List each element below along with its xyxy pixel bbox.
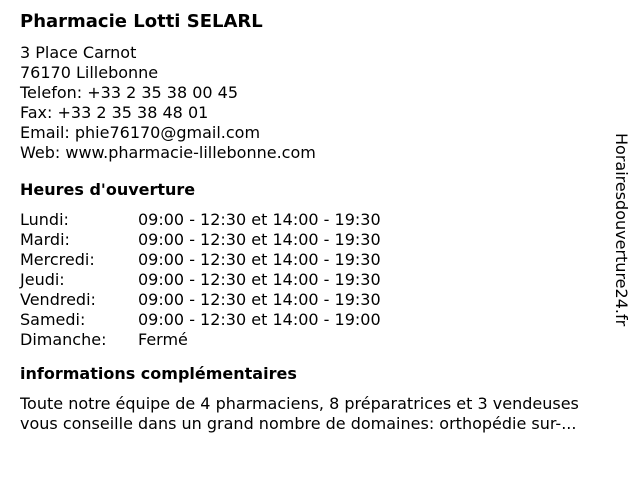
- time-value: 09:00 - 12:30 et 14:00 - 19:00: [138, 310, 381, 329]
- day-label: Lundi:: [20, 210, 69, 229]
- watermark-text: Horairesdouverture24.fr: [612, 133, 631, 327]
- fax-line: Fax: +33 2 35 38 48 01: [20, 103, 209, 122]
- time-value: 09:00 - 12:30 et 14:00 - 19:30: [138, 210, 381, 229]
- time-value: 09:00 - 12:30 et 14:00 - 19:30: [138, 250, 381, 269]
- business-card: [20, 10, 620, 434]
- hours-title: Heures d'ouverture: [20, 180, 196, 199]
- email-line: Email: phie76170@gmail.com: [20, 123, 261, 142]
- hours-row-tuesday: [20, 230, 620, 250]
- time-value: 09:00 - 12:30 et 14:00 - 19:30: [138, 230, 381, 249]
- time-value: Fermé: [138, 330, 188, 349]
- hours-row-saturday: [20, 310, 620, 330]
- hours-row-thursday: [20, 270, 620, 290]
- day-label: Mercredi:: [20, 250, 95, 269]
- day-label: Jeudi:: [20, 270, 65, 289]
- time-value: 09:00 - 12:30 et 14:00 - 19:30: [138, 290, 381, 309]
- contact-block: [20, 43, 620, 163]
- address-line1: 3 Place Carnot: [20, 43, 137, 62]
- hours-row-friday: [20, 290, 620, 310]
- day-label: Vendredi:: [20, 290, 96, 309]
- day-label: Mardi:: [20, 230, 70, 249]
- day-label: Samedi:: [20, 310, 86, 329]
- time-value: 09:00 - 12:30 et 14:00 - 19:30: [138, 270, 381, 289]
- hours-row-monday: [20, 210, 620, 230]
- day-label: Dimanche:: [20, 330, 107, 349]
- info-title: informations complémentaires: [20, 364, 297, 383]
- address-line2: 76170 Lillebonne: [20, 63, 159, 82]
- hours-row-wednesday: [20, 250, 620, 270]
- hours-row-sunday: [20, 330, 620, 350]
- hours-table: [20, 210, 620, 350]
- info-line1: Toute notre équipe de 4 pharmaciens, 8 préparatrices et 3 vendeuses: [20, 394, 579, 413]
- web-line: Web: www.pharmacie-lillebonne.com: [20, 143, 316, 162]
- business-name: Pharmacie Lotti SELARL: [20, 11, 263, 32]
- info-description: [20, 394, 620, 434]
- phone-line: Telefon: +33 2 35 38 00 45: [20, 83, 239, 102]
- info-line2: vous conseille dans un grand nombre de domaines: orthopédie sur-...: [20, 414, 577, 433]
